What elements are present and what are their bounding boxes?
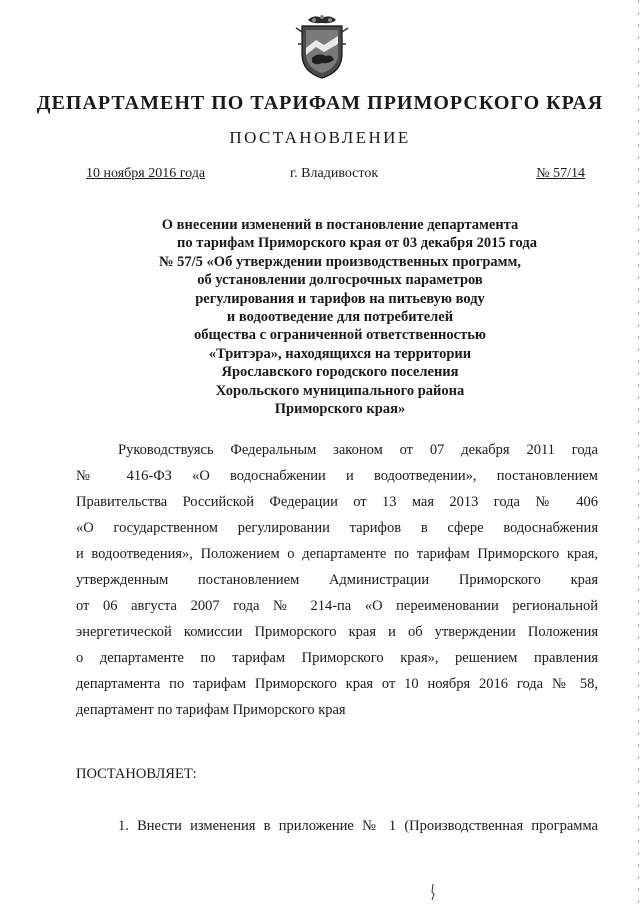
subject-line: Хорольского муниципального района [215,382,465,399]
body-line: Правительства Российской Федерации от 13 мая 2013 года № 406 [76,494,598,510]
subject-line: и водоотведение для потребителей [226,309,454,326]
body-line: № 416-ФЗ «О водоснабжении и водоотведении», постановлением [76,468,598,484]
subject-line: об установлении долгосрочных параметров [197,272,483,289]
body-line: «О государственном регулировании тарифов в сфере водоснабжения [76,520,598,536]
subject-line: № 57/5 «Об утверждении производственных программ, [158,253,522,270]
document-subject [130,216,550,418]
subject-line: Приморского края» [274,401,406,418]
subject-line: Ярославского городского поселения [221,364,459,381]
body-line: от 06 августа 2007 года № 214-па «О переименовании региональной [76,598,598,614]
coat-of-arms-icon [292,14,352,80]
body-line: Руководствуясь Федеральным законом от 07 декабря 2011 года [118,442,598,458]
document-number: № 57/14 [536,166,585,181]
subject-line: общества с ограниченной ответственностью [194,327,486,344]
pen-mark-icon [430,884,436,900]
body-line: департамент по тарифам Приморского края [76,702,346,718]
organization-title: ДЕПАРТАМЕНТ ПО ТАРИФАМ ПРИМОРСКОГО КРАЯ [36,92,604,114]
document-body [76,437,598,723]
body-line: энергетической комиссии Приморского края и об утверждении Положения [76,624,598,640]
item-1: 1. Внести изменения в приложение № 1 (Производственная программа [118,818,598,834]
body-line: утвержденным постановлением Администрации Приморского края [76,572,598,588]
subject-line: по тарифам Приморского края от 03 декабря 2015 года [177,235,537,252]
subject-line: регулирования и тарифов на питьевую воду [195,290,485,307]
body-line: и водоотведения», Положением о департаменте по тарифам Приморского края, [76,546,598,562]
document-type: ПОСТАНОВЛЕНИЕ [229,128,411,147]
decree-word: ПОСТАНОВЛЯЕТ: [76,766,197,782]
document-date: 10 ноября 2016 года [86,166,206,181]
subject-line: О внесении изменений в постановление департамента [161,217,519,233]
subject-line: «Тритэра», находящихся на территории [208,345,472,362]
body-line: о департаменте по тарифам Приморского края», решением правления [76,650,598,666]
document-city: г. Владивосток [290,166,379,181]
body-line: департамента по тарифам Приморского края от 10 ноября 2016 года № 58, [76,676,598,692]
